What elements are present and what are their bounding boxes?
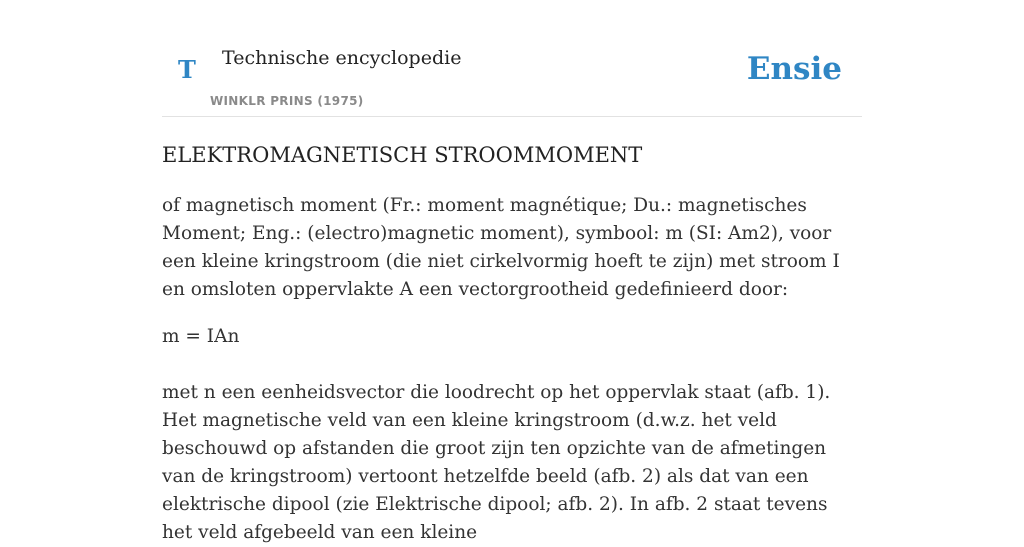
article-title: ELEKTROMAGNETISCH STROOMMOMENT (162, 143, 643, 167)
source-header (162, 0, 862, 117)
article-paragraph: of magnetisch moment (Fr.: moment magnétique; Du.: magnetisches Moment; Eng.: (electro)magnetic moment), symbool: m (SI: Am2), voor een kleine kringstroom (die niet cirkelvormig hoeft te zijn) met stroom I en omsloten oppervlakte A een vectorgrootheid gedefinieerd door: (162, 195, 840, 300)
brand-logo[interactable]: Ensie (746, 51, 842, 87)
source-logo[interactable]: T (178, 55, 196, 84)
article-paragraph: met n een eenheidsvector die loodrecht op het oppervlak staat (afb. 1). Het magnetische veld van een kleine kringstroom (d.w.z. het veld beschouwd op afstanden die groot zijn ten opzichte van de afmetingen van de kringstroom) vertoont hetzelfde beeld (afb. 2) als dat van een elektrische dipool (zie Elektrische dipool; afb. 2). In afb. 2 staat tevens het veld afgebeeld van een kleine (162, 382, 831, 543)
source-title[interactable]: Technische encyclopedie (222, 47, 462, 69)
source-subtitle: WINKLR PRINS (1975) (210, 94, 364, 108)
formula: m = IAn (162, 326, 240, 347)
page (162, 0, 862, 543)
